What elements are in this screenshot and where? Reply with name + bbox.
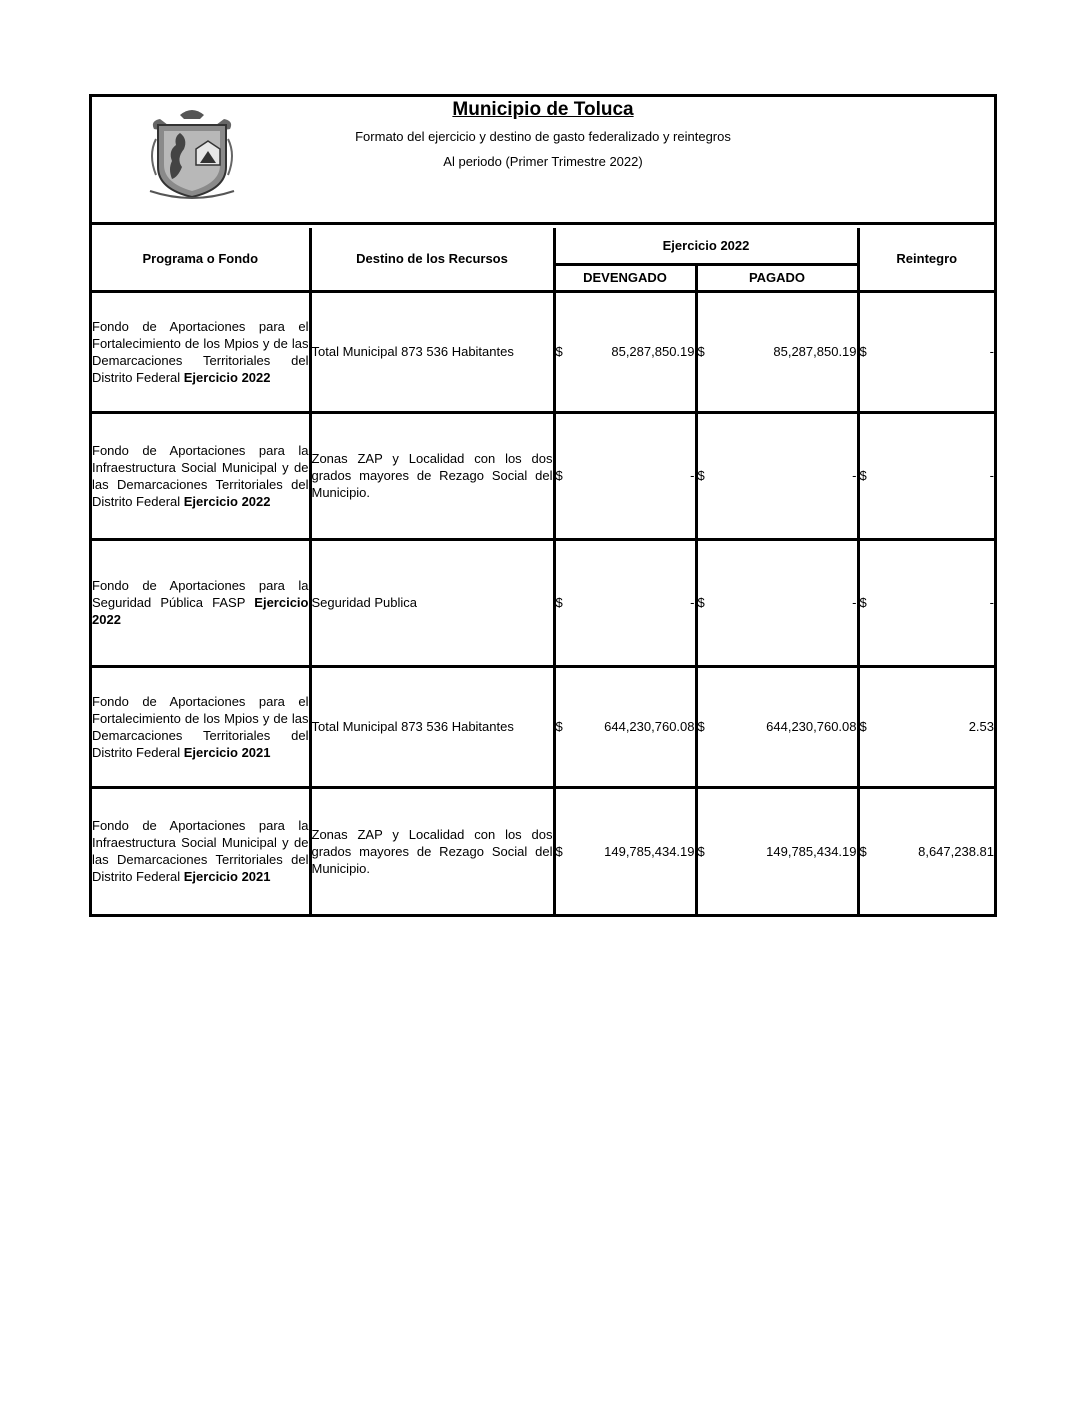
programa-cell: Fondo de Aportaciones para la Infraestructura Social Municipal y de las Demarcaciones Territoriales del Distrito Federal Ejercicio 2022 [92,412,310,539]
destino-cell: Zonas ZAP y Localidad con los dos grados mayores de Rezago Social del Municipio. [310,412,554,539]
devengado-cell: $ 85,287,850.19 [554,291,696,412]
table-row [92,412,994,539]
devengado-cell: $ 149,785,434.19 [554,787,696,914]
devengado-cell: $ - [554,412,696,539]
destino-cell: Seguridad Publica [310,539,554,666]
pagado-cell: $ 149,785,434.19 [696,787,858,914]
gasto-table [92,228,994,914]
programa-cell: Fondo de Aportaciones para el Fortalecimiento de los Mpios y de las Demarcaciones Territoriales del Distrito Federal Ejercicio 2021 [92,666,310,787]
report-title: Municipio de Toluca [452,99,634,120]
report-sheet [89,94,997,917]
report-header [92,97,994,225]
header-destino: Destino de los Recursos [310,228,554,291]
reintegro-cell: $ 8,647,238.81 [858,787,994,914]
table-row [92,787,994,914]
pagado-cell: $ 85,287,850.19 [696,291,858,412]
devengado-cell: $ - [554,539,696,666]
header-pagado: PAGADO [696,264,858,291]
report-subtitle: Formato del ejercicio y destino de gasto federalizado y reintegros [355,129,731,144]
header-programa: Programa o Fondo [92,228,310,291]
destino-cell: Total Municipal 873 536 Habitantes [310,666,554,787]
report-period: Al periodo (Primer Trimestre 2022) [443,154,643,169]
programa-cell: Fondo de Aportaciones para la Seguridad Pública FASP Ejercicio 2022 [92,539,310,666]
pagado-cell: $ - [696,539,858,666]
header-devengado: DEVENGADO [554,264,696,291]
table-row [92,539,994,666]
table-row [92,291,994,412]
destino-cell: Zonas ZAP y Localidad con los dos grados mayores de Rezago Social del Municipio. [310,787,554,914]
reintegro-cell: $ - [858,412,994,539]
reintegro-cell: $ - [858,291,994,412]
pagado-cell: $ 644,230,760.08 [696,666,858,787]
header-ejercicio: Ejercicio 2022 [554,228,858,264]
reintegro-cell: $ - [858,539,994,666]
reintegro-cell: $ 2.53 [858,666,994,787]
programa-cell: Fondo de Aportaciones para la Infraestructura Social Municipal y de las Demarcaciones Territoriales del Distrito Federal Ejercicio 2021 [92,787,310,914]
header-reintegro: Reintegro [858,228,994,291]
devengado-cell: $ 644,230,760.08 [554,666,696,787]
pagado-cell: $ - [696,412,858,539]
table-row [92,666,994,787]
destino-cell: Total Municipal 873 536 Habitantes [310,291,554,412]
programa-cell: Fondo de Aportaciones para el Fortalecimiento de los Mpios y de las Demarcaciones Territoriales del Distrito Federal Ejercicio 2022 [92,291,310,412]
